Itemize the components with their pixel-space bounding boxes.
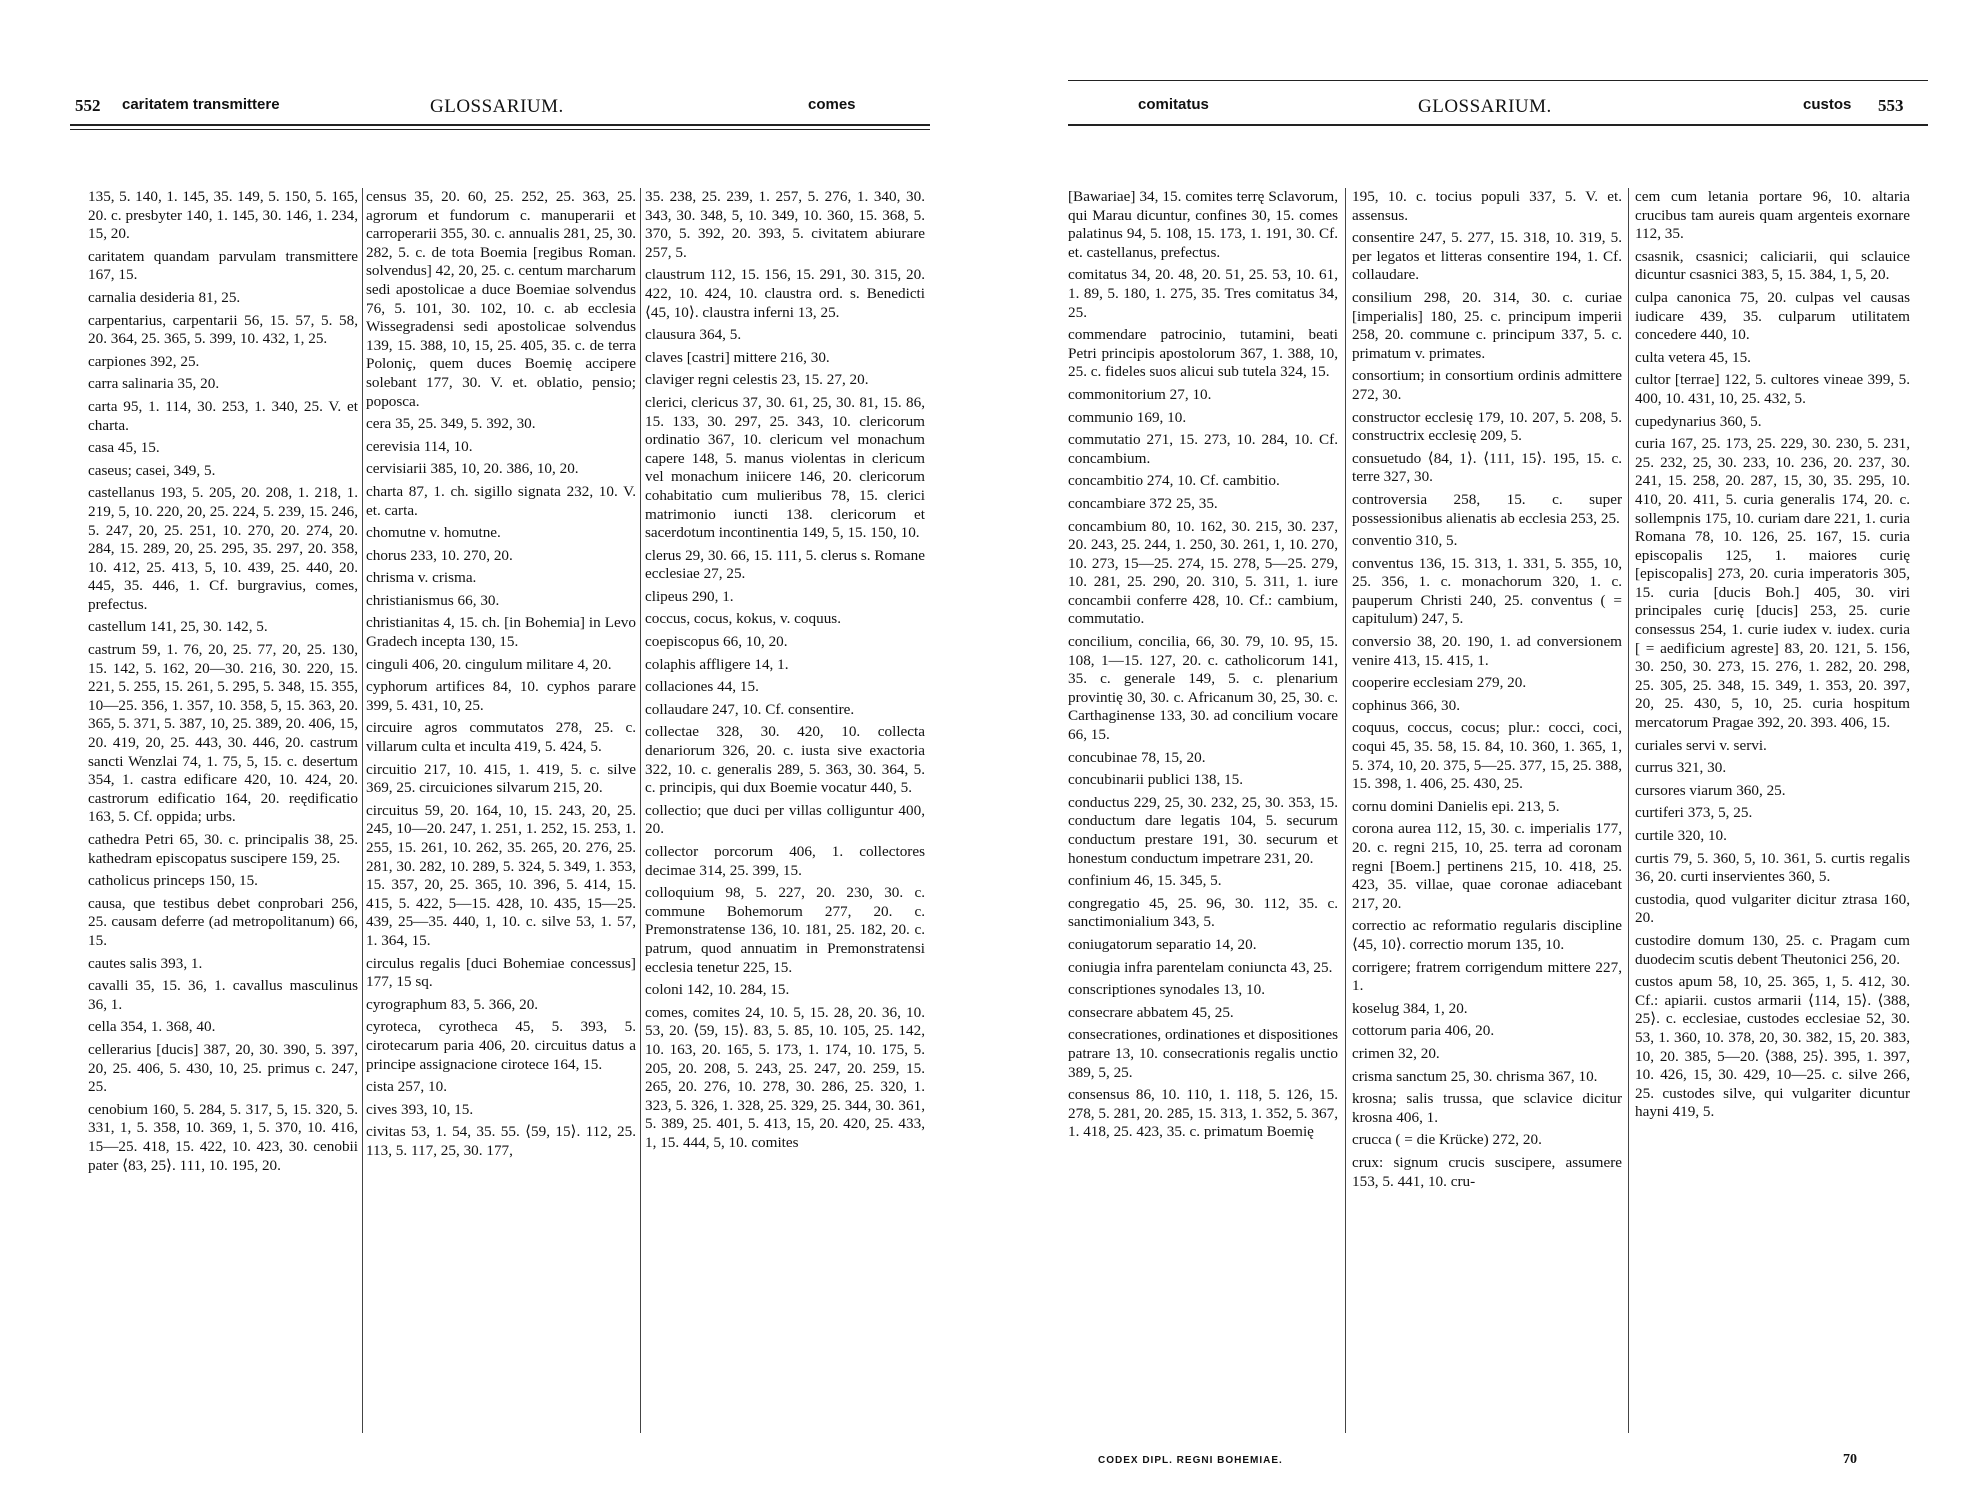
left-column-3 [645,188,925,1438]
right-header-keyword-start: comitatus [1138,96,1209,113]
glossary-entry: cautes salis 393, 1. [88,954,203,972]
glossary-entry: koselug 384, 1, 20. [1352,999,1468,1017]
glossary-entry: conventio 310, 5. [1352,532,1458,550]
glossary-entry: collector porcorum 406, 1. collectores decimae 314, 25. 399, 15. [645,843,925,879]
glossary-entry: caseus; casei, 349, 5. [88,461,216,479]
glossary-entry: cervisiarii 385, 10, 20. 386, 10, 20. [366,460,579,478]
glossary-entry: coniugatorum separatio 14, 20. [1068,935,1257,953]
right-header-keyword-end: custos [1803,96,1852,113]
left-header-title: GLOSSARIUM. [430,96,564,117]
glossary-entry: [Bawariae] 34, 15. comites terrę Sclavorum, qui Marau dicuntur, confines 30, 15. comes palatinus 94, 5. 108, 15. 173, 1. 191, 30. Cf. et. castellanus, prefectus. [1068,188,1338,261]
glossary-entry: commutatio 271, 15. 273, 10. 284, 10. Cf. concambium. [1068,431,1338,467]
glossary-entry: commendare patrocinio, tutamini, beati Petri principis apostolorum 367, 1. 388, 10, 25. c. fideles suos alicui sub tutela 324, 15. [1068,326,1338,381]
footer-signature-text: CODEX DIPL. REGNI BOHEMIAE. [1098,1455,1283,1466]
right-header-title: GLOSSARIUM. [1418,96,1552,117]
glossary-entry: catholicus princeps 150, 15. [88,872,258,890]
glossary-entry: cinguli 406, 20. cingulum militare 4, 20. [366,655,612,673]
glossary-entry: curtiferi 373, 5, 25. [1635,804,1753,822]
glossary-entry: cyphorum artifices 84, 10. cyphos parare 399, 5. 431, 10, 25. [366,678,636,714]
glossary-entry: claustrum 112, 15. 156, 15. 291, 30. 315, 20. 422, 10. 424, 10. claustra ord. s. Benedicti ⟨45, 10⟩. claustra inferni 13, 25. [645,266,925,321]
glossary-entry: curtile 320, 10. [1635,827,1727,844]
glossary-entry: cophinus 366, 30. [1352,696,1460,714]
left-header-rule [70,124,930,126]
glossary-entry: chorus 233, 10. 270, 20. [366,546,513,564]
glossary-entry: currus 321, 30. [1635,759,1727,777]
glossary-entry: carra salinaria 35, 20. [88,375,220,393]
right-column-divider-2 [1628,188,1629,1433]
glossary-entry: carnalia desideria 81, 25. [88,288,241,306]
glossary-entry: consensus 86, 10. 110, 1. 118, 5. 126, 15. 278, 5. 281, 20. 285, 15. 313, 1. 352, 5. 367, 1. 418, 25. 423, 35. c. primatum Boemię [1068,1086,1338,1141]
right-page-header [1068,86,1928,126]
glossary-entry: cottorum paria 406, 20. [1352,1022,1495,1040]
glossary-entry: circuitus 59, 20. 164, 10, 15. 243, 20, 25. 245, 10—20. 247, 1. 251, 1. 252, 15. 253, 1. 255, 15. 261, 10. 262, 35. 265, 20. 276, 25. 281, 30. 282, 10. 289, 5. 324, 5. 349, 1. 353, 15. 357, 20, 25. 365, 10. 396, 5. 414, 15. 415, 5. 422, 5—15. 428, 10. 435, 15—25. 439, 25—35. 440, 1, 10. c. silve 53, 1. 57, 1. 364, 15. [366,801,636,949]
glossary-entry: clausura 364, 5. [645,326,742,344]
glossary-entry: charta 87, 1. ch. sigillo signata 232, 10. V. et. carta. [366,482,636,519]
glossary-entry: 195, 10. c. tocius populi 337, 5. V. et. assensus. [1352,188,1622,224]
glossary-entry: collectae 328, 30. 420, 10. collecta denariorum 326, 20. c. iusta sive exactoria 322, 10. c. generalis 289, 5. 363, 30. 364, 5. c. principis, qui dux Boemie vocatur 440, 5. [645,723,925,797]
glossary-entry: causa, que testibus debet conprobari 256, 25. causam deferre (ad metropolitanum) 66, 15. [88,894,358,949]
glossary-entry: communio 169, 10. [1068,408,1187,426]
glossary-entry: clipeus 290, 1. [645,587,734,605]
left-page [70,0,930,1500]
glossary-entry: castellanus 193, 5. 205, 20. 208, 1. 218, 1. 219, 5, 10. 220, 20, 25. 224, 5. 239, 15. 246, 5. 247, 20, 25. 251, 10. 270, 20. 274, 20. 284, 15. 289, 20, 25. 295, 35. 297, 20. 358, 10. 412, 25. 413, 5, 10. 439, 25. 440, 20. 445, 35. 446, 1. Cf. burgravius, comes, prefectus. [88,484,358,613]
glossary-entry: 135, 5. 140, 1. 145, 35. 149, 5. 150, 5. 165, 20. c. presbyter 140, 1. 145, 30. 146, 1. 234, 15, 20. [88,188,358,243]
glossary-entry: cupedynarius 360, 5. [1635,412,1762,430]
glossary-entry: coquus, coccus, cocus; plur.: cocci, coci, coqui 45, 35. 58, 15. 84, 10. 360, 1. 365, 1, 5. 374, 10, 20. 375, 5—25. 377, 15, 25. 388, 15. 398, 1. 406, 25. 430, 25. [1352,719,1622,793]
glossary-entry: carta 95, 1. 114, 30. 253, 1. 340, 25. V. et charta. [88,397,358,434]
left-column-1 [88,188,358,1438]
glossary-entry: confinium 46, 15. 345, 5. [1068,872,1222,890]
glossary-entry: christianismus 66, 30. [366,591,500,609]
right-columns [1068,188,1928,1438]
glossary-entry: consilium 298, 20. 314, 30. c. curiae [imperialis] 180, 25. c. principum imperii 258, 20. commune c. principum 337, 5. c. primatum v. primates. [1352,288,1622,362]
glossary-entry: consecrare abbatem 45, 25. [1068,1003,1234,1021]
glossary-entry: custos apum 58, 10, 25. 365, 1, 5. 412, 30. Cf.: apiarii. custos armarii ⟨114, 15⟩. ⟨388, 25⟩. c. ecclesiae, custodes ecclesiae 52, 30. 53, 1. 360, 10. 378, 20, 30. 382, 15, 20. 383, 10, 20. 385, 5—20. ⟨388, 25⟩. 395, 1. 397, 10. 426, 15, 30. 429, 10—25. c. silve 266, 25. custodes silve, qui vulgariter dicuntur hayni 419, 5. [1635,973,1910,1121]
glossary-entry: congregatio 45, 25. 96, 30. 112, 35. c. sanctimonialium 343, 5. [1068,894,1338,931]
glossary-entry: comitatus 34, 20. 48, 20. 51, 25. 53, 10. 61, 1. 89, 5. 180, 1. 275, 35. Tres comitatus 34, 25. [1068,266,1338,321]
glossary-entry: cera 35, 25. 349, 5. 392, 30. [366,415,536,433]
glossary-entry: crux: signum crucis suscipere, assumere 153, 5. 441, 10. cru- [1352,1153,1622,1190]
right-page-number: 553 [1878,96,1904,115]
glossary-entry: cem cum letania portare 96, 10. altaria crucibus tam aureis quam argenteis exornare 112, 35. [1635,188,1910,243]
glossary-entry: carpiones 392, 25. [88,352,200,370]
left-column-divider-1 [362,188,363,1433]
right-header-rule-top [1068,80,1928,81]
left-page-header [70,86,930,126]
glossary-entry: christianitas 4, 15. ch. [in Bohemia] in Levo Gradech incepta 130, 15. [366,614,636,651]
left-header-keyword-end: comes [808,96,856,113]
glossary-entry: cives 393, 10, 15. [366,1100,474,1118]
glossary-entry: crucca ( = die Krücke) 272, 20. [1352,1131,1542,1149]
glossary-entry: custodire domum 130, 25. c. Pragam cum duodecim scutis debent Theutonici 256, 20. [1635,931,1910,968]
glossary-entry: colaphis affligere 14, 1. [645,655,789,673]
glossary-entry: circulus regalis [duci Bohemiae concessus] 177, 15 sq. [366,954,636,991]
left-column-2 [366,188,636,1438]
glossary-entry: claviger regni celestis 23, 15. 27, 20. [645,371,869,389]
right-column-divider-1 [1345,188,1346,1433]
glossary-entry: caritatem quandam parvulam transmittere 167, 15. [88,247,358,284]
glossary-entry: cista 257, 10. [366,1078,447,1096]
glossary-entry: civitas 53, 1. 54, 35. 55. ⟨59, 15⟩. 112, 25. 113, 5. 117, 25, 30. 177, [366,1123,636,1159]
glossary-entry: conscriptiones synodales 13, 10. [1068,981,1265,999]
glossary-entry: coepiscopus 66, 10, 20. [645,633,788,651]
glossary-entry: constructor ecclesię 179, 10. 207, 5. 208, 5. constructrix ecclesię 209, 5. [1352,408,1622,445]
glossary-entry: clerus 29, 30. 66, 15. 111, 5. clerus s. Romane ecclesiae 27, 25. [645,546,925,583]
left-column-divider-2 [640,188,641,1433]
glossary-entry: conductus 229, 25, 30. 232, 25, 30. 353, 15. conductum dare legatis 104, 5. securum conductum prestare 191, 30. securum et honestum conductum impetrare 231, 20. [1068,793,1338,867]
glossary-entry: culpa canonica 75, 20. culpas vel causas iudicare 439, 35. culparum utilitatem concedere 440, 10. [1635,288,1910,344]
glossary-entry: cathedra Petri 65, 30. c. principalis 38, 25. kathedram episcopatus suscipere 159, 25. [88,831,358,867]
glossary-entry: concilium, concilia, 66, 30. 79, 10. 95, 15. 108, 1—15. 127, 20. c. catholicorum 141, 35. c. generale 149, 5. c. plenarium provintię 30, 30. c. Africanum 30, 25, 30. c. Carthaginense 133, 30. ad concilium vocare 66, 15. [1068,633,1338,744]
glossary-entry: cornu domini Danielis epi. 213, 5. [1352,797,1560,815]
right-header-rule [1068,124,1928,126]
glossary-entry: castrum 59, 1. 76, 20, 25. 77, 20, 25. 130, 15. 142, 5. 162, 20—30. 216, 30. 220, 15. 221, 5. 255, 15. 261, 5. 295, 5. 348, 15. 355, 10—25. 356, 1. 357, 10. 358, 5, 15. 363, 20. 365, 5. 371, 5. 387, 10, 25. 389, 20. 406, 15, 20. 419, 20, 25. 443, 30. 446, 20. castrum sancti Wenzlai 74, 1. 75, 5, 15. c. desertum 354, 1. castra edificare 420, 10. 424, 20. castrorum edificatio 164, 20. reędificatio 163, 5. Cf. oppida; urbs. [88,641,358,826]
glossary-entry: corrigere; fratrem corrigendum mittere 227, 1. [1352,958,1622,995]
glossary-entry: cursores viarum 360, 25. [1635,781,1786,799]
glossary-entry: coniugia infra parentelam coniuncta 43, 25. [1068,958,1333,976]
glossary-entry: consuetudo ⟨84, 1⟩. ⟨111, 15⟩. 195, 15. c. terre 327, 30. [1352,449,1622,486]
glossary-entry: circuire agros commutatos 278, 25. c. villarum culta et inculta 419, 5. 424, 5. [366,719,636,756]
glossary-entry: cyrographum 83, 5. 366, 20. [366,995,539,1013]
glossary-entry: commonitorium 27, 10. [1068,385,1212,403]
glossary-entry: concambium 80, 10. 162, 30. 215, 30. 237, 20. 243, 25. 244, 1. 250, 30. 261, 1, 10. 270, 10. 273, 15—25. 274, 15. 278, 5—25. 279, 10. 281, 25. 290, 20. 310, 5. 311, 1. iure concambii conferre 428, 10. Cf.: cambium, commutatio. [1068,517,1338,628]
glossary-entry: concubinae 78, 15, 20. [1068,748,1206,766]
right-column-1 [1068,188,1338,1438]
glossary-entry: cenobium 160, 5. 284, 5. 317, 5, 15. 320, 5. 331, 1, 5. 358, 10. 369, 1, 5. 370, 10. 416, 15—25. 418, 15. 422, 10. 423, 30. cenobii pater ⟨83, 25⟩. 111, 10. 195, 20. [88,1100,358,1174]
left-header-keyword-start: caritatem transmittere [122,96,280,113]
glossary-entry: cyroteca, cyrotheca 45, 5. 393, 5. cirotecarum paria 406, 20. circuitus datus a principe assignacione cirotece 164, 15. [366,1018,636,1073]
glossary-entry: casa 45, 15. [88,439,160,457]
glossary-entry: conversio 38, 20. 190, 1. ad conversionem venire 413, 15. 415, 1. [1352,633,1622,669]
glossary-entry: krosna; salis trussa, que sclavice dicitur krosna 406, 1. [1352,1090,1622,1126]
glossary-entry: cerevisia 114, 10. [366,437,473,455]
glossary-entry: chomutne v. homutne. [366,524,501,542]
right-column-3 [1635,188,1910,1438]
glossary-entry: castellum 141, 25, 30. 142, 5. [88,618,268,636]
left-columns [70,188,930,1438]
glossary-entry: concambitio 274, 10. Cf. cambitio. [1068,472,1280,490]
glossary-entry: collaudare 247, 10. Cf. consentire. [645,700,855,718]
glossary-entry: correctio ac reformatio regularis discipline ⟨45, 10⟩. correctio morum 135, 10. [1352,917,1622,953]
glossary-entry: census 35, 20. 60, 25. 252, 25. 363, 25. agrorum et fundorum c. manuperarii et carroperarii 355, 30. c. annualis 281, 25, 30. 282, 5. c. de tota Boemia [regibus Roman. solvendus] 42, 20, 25. c. centum marcharum sedi apostolicae a duce Boemiae solvendus 76, 5. 101, 30. 102, 10. c. ab ecclesia Wissegradensi sedi apostolicae solvendus 139, 15. 388, 10, 15, 25. 405, 35. c. de terra Poloniç, quem duces Boemię accipere solebant 177, 30. V. et. oblatio, pensio; poposca. [366,188,636,410]
glossary-entry: colloquium 98, 5. 227, 20. 230, 30. c. commune Bohemorum 277, 20. c. Premonstratense 136, 10. 181, 25. 182, 20. c. patrum, quod annuatim in Premonstratensi ecclesia tenetur 225, 15. [645,884,925,976]
glossary-entry: comes, comites 24, 10. 5, 15. 28, 20. 36, 10. 53, 20. ⟨59, 15⟩. 83, 5. 85, 10. 105, 25. 142, 10. 163, 20. 165, 5. 173, 1. 174, 10. 175, 5. 205, 20. 208, 5. 243, 25. 247, 20. 259, 15. 265, 20. 276, 10. 278, 30. 286, 25. 320, 1. 323, 5. 326, 1. 328, 25. 329, 25. 344, 30. 361, 5. 389, 25. 401, 5. 413, 15, 20. 420, 25. 433, 1, 15. 444, 5, 10. comites [645,1003,925,1151]
glossary-entry: collaciones 44, 15. [645,678,759,696]
right-page [1068,0,1928,1500]
glossary-entry: cavalli 35, 15. 36, 1. cavallus masculinus 36, 1. [88,977,358,1013]
glossary-entry: corona aurea 112, 15, 30. c. imperialis 177, 20. c. regni 215, 10, 25. terra ad coronam regni [Boem.] pertinens 215, 10. 418, 25. 423, 35. villae, quae coronae adiacebant 217, 20. [1352,820,1622,912]
glossary-entry: coloni 142, 10. 284, 15. [645,981,790,999]
glossary-entry: clerici, clericus 37, 30. 61, 25, 30. 81, 15. 86, 15. 133, 30. 297, 25. 343, 10. clericorum ordinatio 367, 10. clericum vel monachum capere 148, 5. manus violentas in clericum vel monachum iniicere 146, 20. clericorum cohabitatio cum mulieribus 78, 15. clerici matrimonio iuncti 138. clericorum et sacerdotum incontinentia 149, 5, 15. 150, 10. [645,393,925,542]
glossary-entry: curtis 79, 5. 360, 5, 10. 361, 5. curtis regalis 36, 20. curti inservientes 360, 5. [1635,849,1910,886]
left-page-number: 552 [75,96,101,115]
right-column-2 [1352,188,1622,1438]
glossary-entry: controversia 258, 15. c. super possessionibus alienatis ab ecclesia 253, 25. [1352,490,1622,527]
glossary-entry: curiales servi v. servi. [1635,736,1767,754]
glossary-entry: cellerarius [ducis] 387, 20, 30. 390, 5. 397, 20, 25. 406, 5. 430, 10, 25. primus c. 247, 25. [88,1040,358,1096]
glossary-entry: circuitio 217, 10. 415, 1. 419, 5. c. silve 369, 25. circuiciones silvarum 215, 20. [366,760,636,797]
footer-signature-number: 70 [1843,1452,1857,1467]
glossary-entry: cella 354, 1. 368, 40. [88,1018,216,1036]
glossary-entry: concambiare 372 25, 35. [1068,494,1218,512]
glossary-entry: crisma sanctum 25, 30. chrisma 367, 10. [1352,1067,1598,1085]
glossary-entry: coccus, cocus, kokus, v. coquus. [645,610,841,628]
glossary-entry: custodia, quod vulgariter dicitur ztrasa 160, 20. [1635,890,1910,927]
glossary-entry: consortium; in consortium ordinis admittere 272, 30. [1352,367,1622,403]
glossary-entry: concubinarii publici 138, 15. [1068,771,1244,789]
glossary-entry: claves [castri] mittere 216, 30. [645,348,830,366]
glossary-entry: cooperire ecclesiam 279, 20. [1352,674,1527,692]
glossary-entry: 35. 238, 25. 239, 1. 257, 5. 276, 1. 340, 30. 343, 30. 348, 5, 10. 349, 10. 360, 15. 368, 5. 370, 5. 392, 20. 393, 5. civitatem abiurare 257, 5. [645,188,925,261]
glossary-entry: carpentarius, carpentarii 56, 15. 57, 5. 58, 20. 364, 25. 365, 5. 399, 10. 432, 1, 25. [88,311,358,348]
glossary-entry: crimen 32, 20. [1352,1044,1440,1062]
glossary-entry: consecrationes, ordinationes et dispositiones patrare 13, 10. consecrationis regalis unctio 389, 5, 25. [1068,1026,1338,1081]
glossary-entry: cultor [terrae] 122, 5. cultores vineae 399, 5. 400, 10. 431, 10, 25. 432, 5. [1635,371,1910,407]
glossary-entry: consentire 247, 5. 277, 15. 318, 10. 319, 5. per legatos et litteras consentire 194, 1. Cf. collaudare. [1352,229,1622,284]
glossary-entry: culta vetera 45, 15. [1635,348,1751,366]
left-header-rule-thin [70,129,930,130]
glossary-entry: chrisma v. crisma. [366,569,477,587]
glossary-entry: conventus 136, 15. 313, 1. 331, 5. 355, 10, 25. 356, 1. c. monachorum 320, 1. c. pauperum Christi 240, 25. conventus ( = capitulum) 247, 5. [1352,554,1622,628]
glossary-entry: curia 167, 25. 173, 25. 229, 30. 230, 5. 231, 25. 232, 25, 30. 233, 10. 236, 20. 237, 30. 241, 15. 258, 20. 287, 15, 30, 35. 295, 10. 410, 20. 411, 5. curia generalis 174, 20. c. sollempnis 175, 10. curiam dare 221, 1. curia Romana 78, 10. 126, 25. 167, 15. curia episcopalis 125, 1. maiores curię [episcopalis] 273, 20. curia imperatoris 305, 15. curia [ducis Boh.] 405, 30. viri principales curię [ducis] 253, 25. curie consessus 254, 1. curie iudex v. iudex. curia [ = aedificium agreste] 83, 20. 121, 5. 156, 30. 250, 30. 273, 15. 276, 1. 282, 20. 298, 25. 305, 25. 348, 15. 349, 1. 353, 20. 397, 20, 25. 430, 5, 10, 25. curia hospitum mercatorum Pragae 392, 20. 393. 406, 15. [1635,435,1910,732]
glossary-entry: collectio; que duci per villas colliguntur 400, 20. [645,801,925,838]
glossary-entry: csasnik, csasnici; caliciarii, qui sclauice dicuntur csasnici 383, 5, 15. 384, 1, 5, 20. [1635,247,1910,284]
